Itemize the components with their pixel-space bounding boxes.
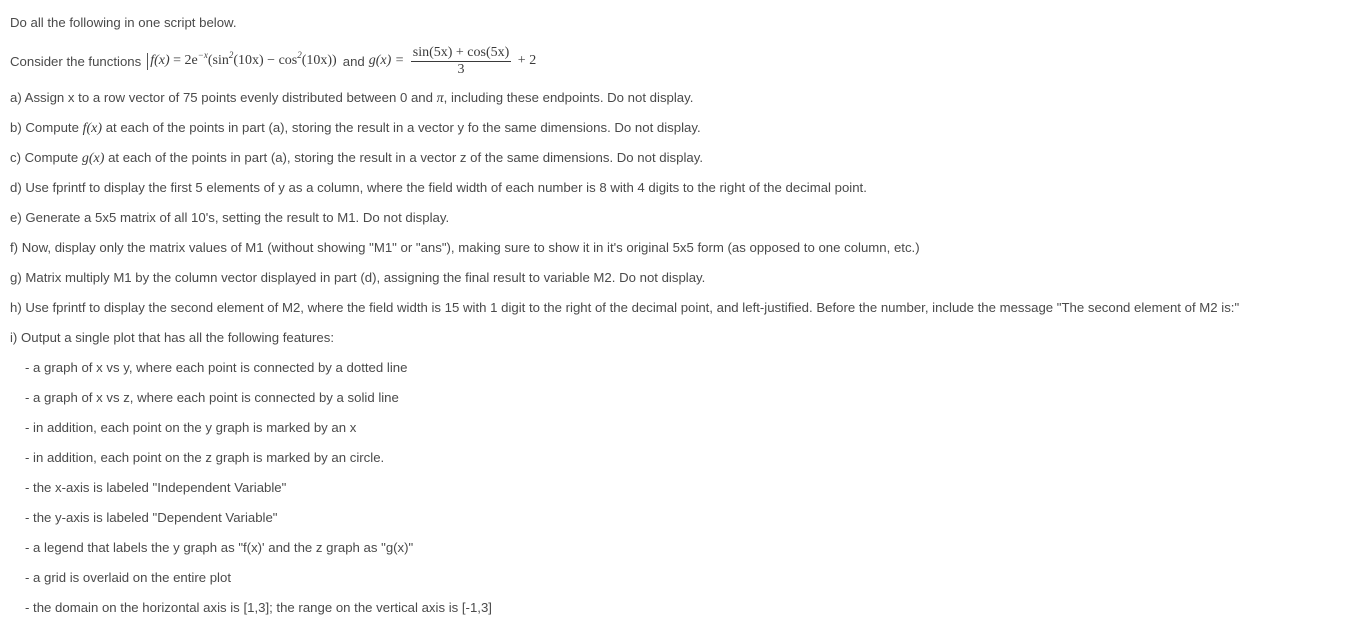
- part-b-post: at each of the points in part (a), storing the result in a vector y fo the same dimensions. Do not display.: [105, 120, 701, 135]
- feature-item: - a grid is overlaid on the entire plot: [25, 570, 231, 585]
- part-g: g) Matrix multiply M1 by the column vector displayed in part (d), assigning the final result to variable M2. Do not display.: [10, 270, 706, 285]
- part-a: [10, 89, 693, 108]
- feature-item: - a graph of x vs z, where each point is connected by a solid line: [25, 390, 399, 405]
- f-part-b: (10x) − cos: [233, 53, 298, 68]
- f-eq: = 2e: [173, 53, 198, 68]
- functions-lead: Consider the functions: [10, 53, 142, 69]
- feature-item: - a graph of x vs y, where each point is connected by a dotted line: [25, 360, 408, 375]
- feature-item: - in addition, each point on the y graph is marked by an x: [25, 420, 357, 435]
- g-denominator: 3: [457, 62, 465, 77]
- part-b-pre: b) Compute: [10, 120, 79, 135]
- f-square-1: 2: [228, 50, 234, 60]
- part-f: f) Now, display only the matrix values of M1 (without showing "M1" or "ans"), making sure to show it in it's original 5x5 form (as opposed to one column, etc.): [10, 240, 920, 255]
- f-part-a: (sin: [207, 53, 229, 68]
- f-part-c: (10x)): [301, 53, 337, 68]
- feature-item: - a legend that labels the y graph as "f(x)' and the z graph as "g(x)": [25, 540, 414, 555]
- f-square-2: 2: [297, 50, 302, 60]
- g-fraction: [411, 45, 512, 77]
- f-exponent: −x: [197, 50, 208, 60]
- part-c-pre: c) Compute: [10, 150, 79, 165]
- feature-item: - the y-axis is labeled "Dependent Variable": [25, 510, 278, 525]
- part-h: h) Use fprintf to display the second element of M2, where the field width is 15 with 1 digit to the right of the decimal point, and left-justified. Before the number, include the message "The second element of M2 is:": [10, 300, 1240, 315]
- feature-item: - the x-axis is labeled "Independent Variable": [25, 480, 287, 495]
- g-tail: + 2: [517, 53, 537, 69]
- f-formula: [150, 50, 337, 69]
- and-text: and: [342, 53, 365, 69]
- part-a-rest: , including these endpoints. Do not display.: [443, 90, 694, 105]
- part-c: [10, 149, 703, 168]
- text-cursor: [147, 53, 148, 70]
- part-e: e) Generate a 5x5 matrix of all 10's, setting the result to M1. Do not display.: [10, 210, 450, 225]
- part-a-text: a) Assign x to a row vector of 75 points evenly distributed between 0 and: [10, 90, 433, 105]
- functions-definition: [10, 44, 536, 78]
- intro-text: Do all the following in one script below.: [10, 15, 237, 30]
- g-formula: [369, 45, 536, 77]
- g-lhs: g(x) =: [368, 53, 405, 69]
- feature-item: - the domain on the horizontal axis is [1,3]; the range on the vertical axis is [-1,3]: [25, 600, 492, 615]
- f-lhs: f(x): [150, 53, 170, 68]
- part-b-fn: f(x): [82, 121, 103, 136]
- part-c-post: at each of the points in part (a), storing the result in a vector z of the same dimensions. Do not display.: [108, 150, 704, 165]
- part-i: i) Output a single plot that has all the following features:: [10, 330, 335, 345]
- pi-symbol: π: [436, 91, 444, 106]
- feature-item: - in addition, each point on the z graph is marked by an circle.: [25, 450, 385, 465]
- part-b: [10, 119, 701, 138]
- part-c-fn: g(x): [81, 151, 105, 166]
- g-numerator: sin(5x) + cos(5x): [412, 45, 510, 60]
- part-d: d) Use fprintf to display the first 5 elements of y as a column, where the field width of each number is 8 with 4 digits to the right of the decimal point.: [10, 180, 867, 195]
